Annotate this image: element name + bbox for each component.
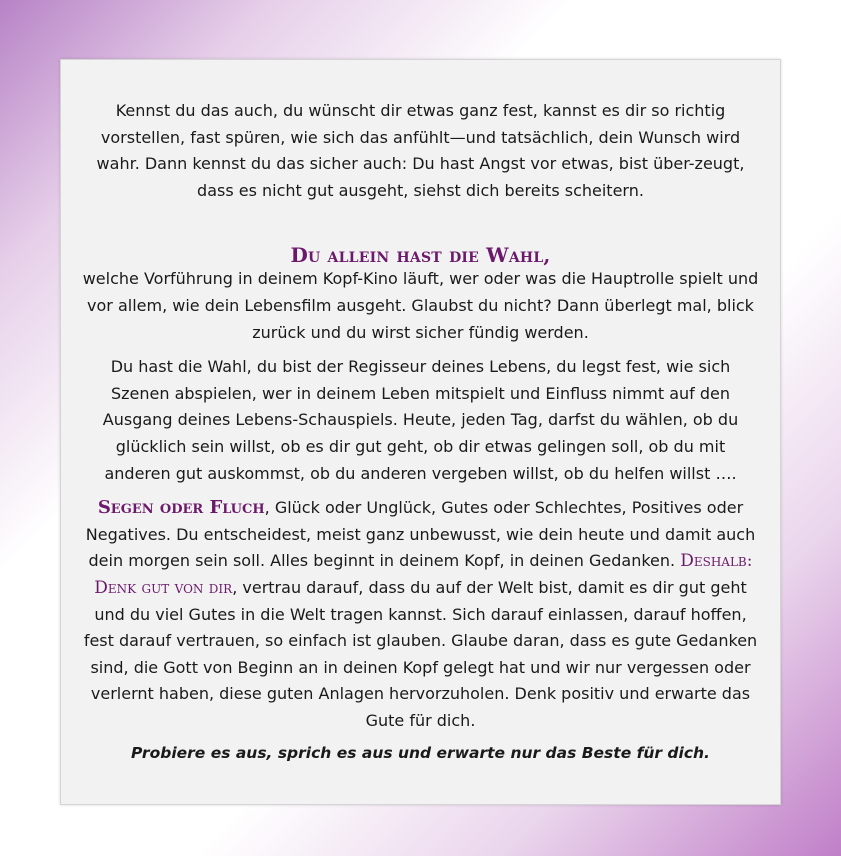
closing-line: Probiere es aus, sprich es aus und erwarte nur das Beste für dich. (131, 744, 710, 763)
blessing-paragraph (81, 495, 760, 734)
choice-paragraph: welche Vorführung in deinem Kopf-Kino läuft, wer oder was die Hauptrolle spielt und vor allem, wie dein Lebensfilm ausgeht. Glaubst du nicht? Dann überlegt mal, blick zurück und du wirst sicher fündig werden. (82, 269, 759, 342)
highlight-denk-gut-von-dir: Deshalb: Denk gut von dir (94, 551, 753, 598)
blessing-text-part2: , vertrau darauf, dass du auf der Welt bist, damit es dir gut geht und du viel Gutes in die Welt tragen kannst. Sich darauf einlassen, darauf hoffen, fest darauf vertrauen, so einfach ist glauben. Glaube daran, dass es gute Gedanken sind, die Gott von Beginn an in deinen Kopf gelegt hat und wir nur vergessen oder verlernt haben, diese guten Anlagen hervorzuholen. Denk positiv und erwarte das Gute für dich. (83, 577, 758, 730)
highlight-segen-oder-fluch: Segen oder Fluch (97, 497, 265, 519)
director-paragraph: Du hast die Wahl, du bist der Regisseur deines Lebens, du legst fest, wie sich Szenen abspielen, wer in deinem Leben mitspielt und Einfluss nimmt auf den Ausgang deines Lebens-Schauspiels. Heute, jeden Tag, darfst du wählen, ob du glücklich sein willst, ob es dir gut geht, ob dir etwas gelingen soll, ob du mit anderen gut auskommst, ob du anderen vergeben willst, ob du helfen willst …. (102, 357, 739, 483)
blessing-text-part1: , Glück oder Unglück, Gutes oder Schlechtes, Positives oder Negatives. Du entscheidest, meist ganz unbewusst, wie dein heute und damit auch dein morgen sein soll. Alles beginnt in deinem Kopf, in deinen Gedanken. (85, 498, 756, 571)
intro-paragraph: Kennst du das auch, du wünscht dir etwas ganz fest, kannst es dir so richtig vorstellen, fast spüren, wie sich das anfühlt—und tatsächlich, dein Wunsch wird wahr. Dann kennst du das sicher auch: Du hast Angst vor etwas, bist über-zeugt, dass es nicht gut ausgeht, siehst dich bereits scheitern. (96, 101, 745, 200)
text-card (60, 59, 781, 805)
section-heading: Du allein hast die Wahl, (290, 243, 551, 268)
